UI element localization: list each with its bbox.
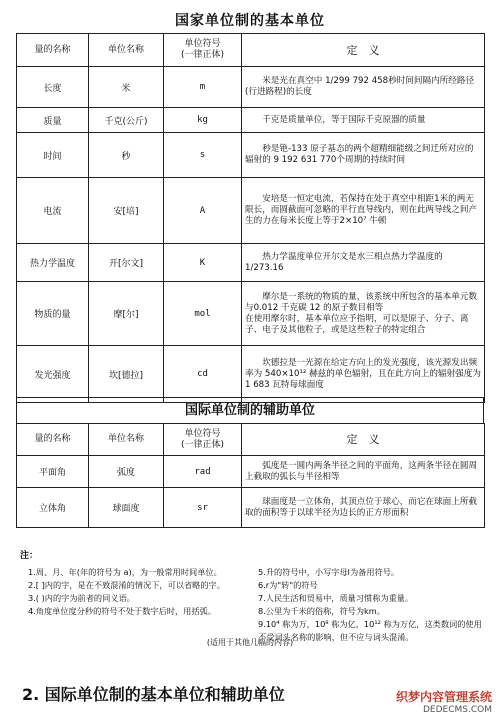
definition-cell: 弧度是一圆内两条半径之间的平面角，这两条半径在圆周上截取的弧长与半径相等 (242, 456, 485, 488)
table-row (17, 488, 485, 528)
note-item: 9.10⁴ 称为万，10⁸ 称为亿，10¹² 称为万亿，这类数词的使用不受词头名称的影响，但不应与词头混淆。 (258, 619, 482, 642)
definition-cell: 球面度是一立体角，其顶点位于球心，而它在球面上所截取的面积等于以球半径为边长的正方形面积 (242, 488, 485, 528)
note-item: 2.[ ]内的字，是在不致混淆的情况下，可以省略的字。 (28, 580, 225, 590)
table-header-row (17, 34, 485, 67)
header-symbol: 单位符号 (一律正体) (164, 34, 242, 67)
supplementary-units-title: 国际单位制的辅助单位 (16, 397, 484, 424)
header-symbol: 单位符号 (一律正体) (164, 424, 242, 456)
definition-cell: 坎德拉是一光源在给定方向上的发光强度，该光源发出频率为 540×10¹² 赫兹的单色辐射，且在此方向上的辐射强度为 1 683 瓦特每球面度 (242, 346, 485, 403)
note-item: 1.周、月、年(年的符号为 a)，为一般常用时间单位。 (28, 567, 222, 577)
header-unit: 单位名称 (89, 34, 164, 67)
table-row (17, 67, 485, 108)
quantity-cell: 物质的量 (17, 282, 89, 346)
unit-cell: 摩[尔] (89, 282, 164, 346)
definition-cell: 热力学温度单位开尔文是水三相点热力学温度的1/273.16 (242, 244, 485, 282)
note-item: 7.人民生活和贸易中，质量习惯称为重量。 (258, 593, 414, 603)
header-definition: 定 义 (242, 424, 485, 456)
definition-cell: 千克是质量单位，等于国际千克原器的质量 (242, 108, 485, 133)
notes-left-column (28, 566, 253, 618)
table-row (17, 244, 485, 282)
unit-cell: 开[尔文] (89, 244, 164, 282)
unit-cell: 米 (89, 67, 164, 108)
symbol-cell: mol (164, 282, 242, 346)
symbol-cell: cd (164, 346, 242, 403)
symbol-cell: s (164, 133, 242, 178)
table-row (17, 108, 485, 133)
watermark-line1: 织梦内容管理系统 (395, 690, 492, 704)
table-row (17, 282, 485, 346)
header-quantity: 量的名称 (17, 424, 89, 456)
supplementary-units-table (16, 423, 485, 528)
notes-footer: (适用于其他几幅的内容) (206, 638, 294, 647)
quantity-cell: 热力学温度 (17, 244, 89, 282)
quantity-cell: 电流 (17, 178, 89, 244)
quantity-cell: 时间 (17, 133, 89, 178)
quantity-cell: 长度 (17, 67, 89, 108)
table-header-row (17, 424, 485, 456)
note-item: 4.角度单位度分秒的符号不处于数字后时，用括弧。 (28, 606, 216, 616)
symbol-cell: rad (164, 456, 242, 488)
definition-cell: 米是光在真空中 1/299 792 458秒时间间隔内所经路径(行进路程)的长度 (242, 67, 485, 108)
quantity-cell: 发光强度 (17, 346, 89, 403)
base-units-table (16, 33, 485, 403)
table-row (17, 346, 485, 403)
notes-section (20, 550, 490, 642)
section-heading: 2. 国际单位制的基本单位和辅助单位 (22, 685, 285, 704)
table-row (17, 456, 485, 488)
definition-cell: 摩尔是一系统的物质的量，该系统中所包含的基本单元数与0.012 千克碳 12 的原子数目相等 在使用摩尔时，基本单位应予指明，可以是原子、分子、离子、电子及其他粒子，或是这些粒子的特定组合 (242, 282, 485, 346)
quantity-cell: 平面角 (17, 456, 89, 488)
symbol-cell: sr (164, 488, 242, 528)
symbol-cell: m (164, 67, 242, 108)
header-quantity: 量的名称 (17, 34, 89, 67)
note-item: 5.升的符号中，小写字母l为备用符号。 (258, 567, 400, 577)
header-definition: 定 义 (242, 34, 485, 67)
notes-heading: 注： (20, 551, 39, 561)
unit-cell: 坎[德拉] (89, 346, 164, 403)
symbol-cell: K (164, 244, 242, 282)
note-item: 8.公里为千米的俗称，符号为km。 (258, 606, 385, 616)
table-row (17, 178, 485, 244)
unit-cell: 球面度 (89, 488, 164, 528)
base-units-title: 国家单位制的基本单位 (175, 13, 325, 29)
watermark-line2: DEDECMS.COM (423, 705, 492, 715)
quantity-cell: 质量 (17, 108, 89, 133)
quantity-cell: 立体角 (17, 488, 89, 528)
note-item: 6.r为"转"的符号 (258, 580, 318, 590)
unit-cell: 弧度 (89, 456, 164, 488)
symbol-cell: A (164, 178, 242, 244)
notes-right-column (258, 566, 483, 644)
definition-cell: 安培是一恒定电流，若保持在处于真空中相距1米的两无限长，而圆截面可忽略的平行直导线内，则在此两导线之间产生的力在每米长度上等于2×10⁷ 牛顿 (242, 178, 485, 244)
header-unit: 单位名称 (89, 424, 164, 456)
table-row (17, 133, 485, 178)
unit-cell: 安[培] (89, 178, 164, 244)
definition-cell: 秒是铯-133 原子基态的两个超精细能级之间迁所对应的辐射的 9 192 631 770个周期的持续时间 (242, 133, 485, 178)
watermark (396, 688, 492, 715)
unit-cell: 千克(公斤) (89, 108, 164, 133)
note-item: 3.( )内的字为前者的同义语。 (28, 593, 135, 603)
unit-cell: 秒 (89, 133, 164, 178)
symbol-cell: kg (164, 108, 242, 133)
